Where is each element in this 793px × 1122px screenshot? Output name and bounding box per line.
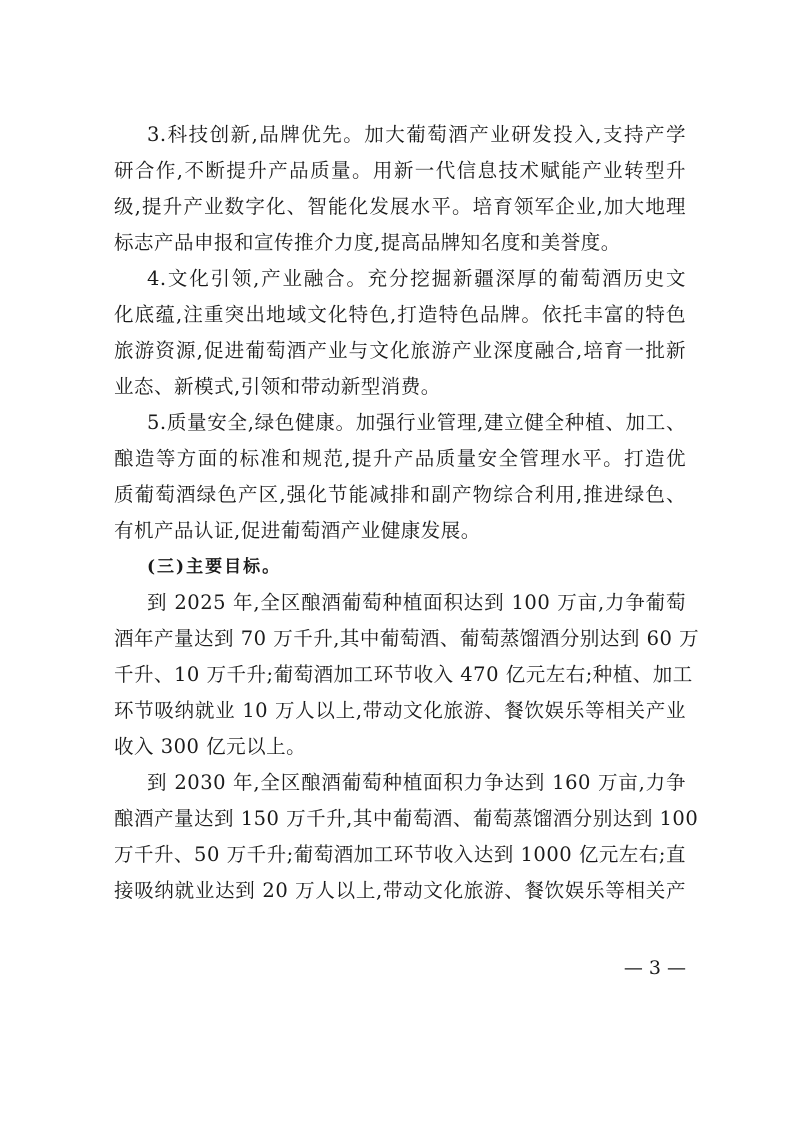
paragraph-4-line-1: 4.文化引领,产业融合。充分挖掘新疆深厚的葡萄酒历史文 <box>147 267 686 290</box>
paragraph-3-line-3: 级,提升产业数字化、智能化发展水平。培育领军企业,加大地理 <box>114 195 686 218</box>
target-2025-line-4: 环节吸纳就业 10 万人以上,带动文化旅游、餐饮娱乐等相关产业 <box>114 699 686 722</box>
target-2030-line-3: 万千升、50 万千升;葡萄酒加工环节收入达到 1000 亿元左右;直 <box>114 843 686 866</box>
target-2025-line-5: 收入 300 亿元以上。 <box>114 735 307 758</box>
paragraph-5-line-2: 酿造等方面的标准和规范,提升产品质量安全管理水平。打造优 <box>114 447 686 470</box>
target-2025-line-2: 酒年产量达到 70 万千升,其中葡萄酒、葡萄蒸馏酒分别达到 60 万 <box>114 627 700 650</box>
paragraph-3-line-4: 标志产品申报和宣传推介力度,提高品牌知名度和美誉度。 <box>114 231 621 254</box>
target-2025-line-1: 到 2025 年,全区酿酒葡萄种植面积达到 100 万亩,力争葡萄 <box>147 591 686 614</box>
paragraph-4-line-2: 化底蕴,注重突出地域文化特色,打造特色品牌。依托丰富的特色 <box>114 303 686 326</box>
paragraph-5-line-4: 有机产品认证,促进葡萄酒产业健康发展。 <box>114 519 481 542</box>
target-2030-line-2: 酿酒产量达到 150 万千升,其中葡萄酒、葡萄蒸馏酒分别达到 100 <box>114 807 699 830</box>
paragraph-4-line-3: 旅游资源,促进葡萄酒产业与文化旅游产业深度融合,培育一批新 <box>114 339 686 362</box>
target-2030-line-1: 到 2030 年,全区酿酒葡萄种植面积力争达到 160 万亩,力争 <box>147 771 686 794</box>
paragraph-3-line-1: 3.科技创新,品牌优先。加大葡萄酒产业研发投入,支持产学 <box>147 123 686 146</box>
target-2025-line-3: 千升、10 万千升;葡萄酒加工环节收入 470 亿元左右;种植、加工 <box>114 663 693 686</box>
paragraph-4-line-4: 业态、新模式,引领和带动新型消费。 <box>114 375 441 398</box>
paragraph-5-line-3: 质葡萄酒绿色产区,强化节能减排和副产物综合利用,推进绿色、 <box>114 483 686 506</box>
paragraph-5-line-1: 5.质量安全,绿色健康。加强行业管理,建立健全种植、加工、 <box>147 411 686 434</box>
section-heading-main-targets: (三)主要目标。 <box>147 557 282 577</box>
target-2030-line-4: 接吸纳就业达到 20 万人以上,带动文化旅游、餐饮娱乐等相关产 <box>114 879 686 902</box>
paragraph-3-line-2: 研合作,不断提升产品质量。用新一代信息技术赋能产业转型升 <box>114 159 686 182</box>
page-number: — 3 — <box>623 957 686 979</box>
